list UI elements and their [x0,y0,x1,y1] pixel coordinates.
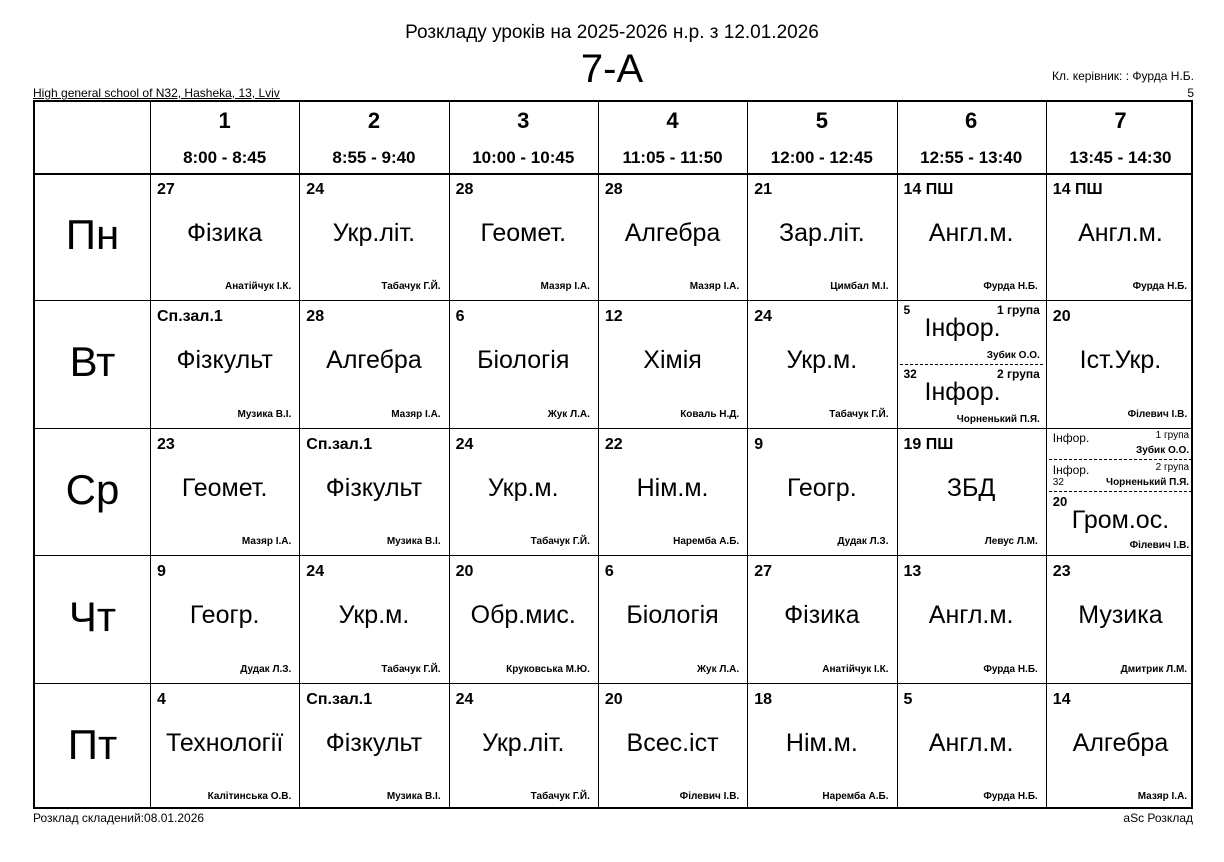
teacher-name: Жук Л.А. [697,663,740,675]
lesson-cell[interactable] [449,555,598,682]
subject-name: Нім.м. [636,473,709,502]
subject-name: Укр.м. [487,473,559,502]
group-label: 1 група [1155,429,1190,441]
lesson-cell[interactable] [897,173,1046,300]
teacher-name: Мазяр І.А. [540,281,590,293]
room-number: 32 [903,367,917,382]
subject-name: Фізика [186,219,263,247]
period-time: 8:55 - 9:40 [332,148,416,167]
group-lesson[interactable] [897,300,1046,364]
room-number: 23 [157,435,175,453]
room-number: 19 ПШ [903,435,954,453]
lesson-cell[interactable] [747,300,896,427]
room-number: 32 [1052,476,1064,488]
subject-name: Всес.іст [626,728,719,757]
lesson-cell[interactable] [449,428,598,555]
teacher-name: Дудак Л.З. [240,663,292,675]
room-number: 24 [306,563,325,581]
teacher-name: Табачук Г.Й. [381,281,441,293]
teacher-name: Музика В.І. [237,408,292,420]
lesson-cell[interactable] [598,683,747,810]
subject-name: Алгебра [326,346,422,375]
teacher-name: Анатійчук І.К. [225,281,292,293]
day-label: Чт [68,593,117,641]
teacher-name: Філевич І.В. [1127,408,1188,420]
day-label: Ср [65,465,120,513]
day-label: Пн [65,211,120,258]
lesson-cell[interactable] [150,173,299,300]
subject-name: Геомет. [480,219,567,247]
period-number: 3 [517,108,530,133]
teacher-name: Наремба А.Б. [822,790,889,802]
class-name: 7-А [580,47,644,91]
subject-name: Інфор. [924,378,1001,407]
subject-name: Укр.м. [786,346,858,375]
period-number: 7 [1114,108,1127,133]
subject-name: Інфор. [1052,430,1090,445]
subject-name: Фізкульт [176,346,273,375]
room-number: 20 [455,563,474,581]
lesson-cell[interactable] [897,683,1046,810]
lesson-cell[interactable] [1046,300,1195,427]
period-header [449,102,598,174]
lesson-cell[interactable] [598,555,747,682]
group-label: 1 група [997,303,1040,318]
subject-name: Фізика [784,601,860,630]
lesson-cell[interactable] [150,428,299,555]
teacher-name: Коваль Н.Д. [680,408,740,420]
period-time: 8:00 - 8:45 [183,148,267,167]
lesson-cell[interactable] [299,173,448,300]
room-number: 24 [306,181,325,198]
period-time: 11:05 - 11:50 [622,148,723,167]
period-header [150,102,299,174]
teacher-name: Фурда Н.Б. [983,663,1038,675]
lesson-cell[interactable] [747,428,896,555]
period-header [747,102,896,174]
room-number: 24 [455,435,474,453]
room-number: 28 [604,181,623,198]
subject-name: Укр.м. [338,601,410,630]
period-number: 1 [218,108,231,133]
group-label: 2 група [1155,461,1190,473]
teacher-name: Мазяр І.А. [391,408,441,420]
room-number: Сп.зал.1 [306,435,373,453]
subject-name: ЗБД [946,473,996,502]
room-number: 18 [754,690,772,708]
teacher-name: Цимбал М.І. [830,281,889,293]
teacher-name: Табачук Г.Й. [381,663,441,675]
lesson-cell[interactable] [747,555,896,682]
subject-name: Англ.м. [928,601,1014,630]
teacher-name: Зубик О.О. [1136,444,1190,456]
period-number: 4 [666,108,679,133]
lesson-cell[interactable] [449,683,598,810]
period-number: 6 [965,108,978,133]
subject-name: Геогр. [189,601,260,630]
lesson-cell[interactable] [449,300,598,427]
room-number: 5 [903,690,913,708]
period-time: 13:45 - 14:30 [1069,148,1172,167]
room-number: 27 [754,563,772,581]
subject-name: Фізкульт [325,473,423,502]
teacher-name: Табачук Г.Й. [530,790,590,802]
room-number: 12 [604,308,623,326]
group-lesson[interactable] [1046,460,1195,491]
subject-name: Гром.ос. [1071,505,1170,534]
period-time: 12:55 - 13:40 [920,148,1023,167]
teacher-name: Музика В.І. [386,790,441,802]
room-number: 28 [306,308,325,326]
lesson-cell[interactable] [150,300,299,427]
teacher-name: Калітинська О.В. [207,790,292,802]
teacher-name: Зубик О.О. [986,350,1040,362]
day-label: Пт [67,720,118,768]
subject-name: Геогр. [787,473,857,502]
teacher-name: Фурда Н.Б. [983,281,1038,293]
room-number: Сп.зал.1 [157,308,223,326]
subject-name: Англ.м. [1078,219,1163,247]
room-number: 24 [754,308,772,326]
lesson-cell[interactable] [1046,683,1195,810]
room-number: Сп.зал.1 [306,690,373,708]
room-number: 22 [604,435,623,453]
room-number: 23 [1052,563,1071,581]
teacher-name: Фурда Н.Б. [1132,281,1188,293]
schedule-title: Розкладу уроків на 2025-2026 н.р. з 12.01.2026 [405,22,819,43]
lesson-cell[interactable] [897,300,1046,427]
subject-name: Музика [1078,601,1163,630]
period-header [897,102,1046,174]
subject-name: Укр.літ. [332,219,416,247]
teacher-name: Музика В.І. [386,536,441,548]
teacher-name: Дмитрик Л.М. [1120,663,1188,675]
room-number: 6 [604,563,614,581]
teacher-name: Табачук Г.Й. [530,536,590,548]
period-number: 2 [367,108,381,133]
subject-name: Укр.літ. [482,728,565,757]
lesson-cell[interactable] [598,428,747,555]
subject-name: Біологія [626,601,719,630]
teacher-name: Фурда Н.Б. [983,790,1038,802]
lesson-cell[interactable] [598,173,747,300]
teacher-name: Філевич І.В. [1129,540,1190,552]
teacher-name: Філевич І.В. [679,790,740,802]
timetable-grid [33,100,1193,809]
room-number: 21 [754,181,772,198]
lesson-cell[interactable] [449,173,598,300]
teacher-name: Мазяр І.А. [1137,790,1188,802]
lesson-cell[interactable] [1046,555,1195,682]
lesson-cell[interactable] [299,300,448,427]
group-divider [900,364,1043,365]
lesson-cell[interactable] [299,683,448,810]
group-lesson[interactable] [897,364,1046,428]
teacher-name: Жук Л.А. [547,408,590,420]
main-lesson[interactable] [1046,492,1195,555]
subject-name: Інфор. [1052,462,1090,477]
teacher-name: Табачук Г.Й. [829,408,889,420]
software-name: aSc Розклад [1123,811,1193,825]
room-number: 20 [1052,308,1071,326]
period-header [598,102,747,174]
lesson-cell[interactable] [897,428,1046,555]
subject-name: Алгебра [624,219,721,247]
period-time: 12:00 - 12:45 [770,148,873,167]
subject-name: Геомет. [181,473,268,502]
teacher-name: Чорненький П.Я. [956,413,1040,425]
lesson-cell[interactable] [1046,428,1195,555]
day-label: Вт [69,338,116,386]
group-lesson[interactable] [1046,428,1195,459]
subject-name: Обр.мис. [470,601,576,630]
lesson-cell[interactable] [299,555,448,682]
room-number: 14 ПШ [1052,181,1103,198]
room-number: 4 [157,690,166,708]
lesson-cell[interactable] [598,300,747,427]
page-number: 5 [1187,86,1194,100]
subject-name: Нім.м. [785,728,858,757]
period-header [1046,102,1195,174]
period-number: 5 [815,108,828,133]
room-number: 20 [604,690,623,708]
room-number: 13 [903,563,922,581]
lesson-cell[interactable] [1046,173,1195,300]
lesson-cell[interactable] [747,683,896,810]
created-date: Розклад складений:08.01.2026 [33,811,205,825]
teacher-name: Анатійчук І.К. [822,663,889,675]
teacher-name: Круковська М.Ю. [506,663,590,675]
room-number: 9 [157,563,166,581]
lesson-cell[interactable] [150,683,299,810]
room-number: 14 ПШ [903,181,954,198]
teacher-name: Левус Л.М. [984,536,1038,548]
subject-name: Інфор. [924,314,1001,343]
subject-name: Іст.Укр. [1079,346,1162,375]
lesson-cell[interactable] [897,555,1046,682]
room-number: 6 [455,308,465,326]
subject-name: Технології [166,728,284,757]
class-teacher: Кл. керівник: : Фурда Н.Б. [1052,69,1194,83]
period-header [299,102,448,174]
room-number: 27 [157,181,175,198]
subject-name: Алгебра [1072,728,1169,757]
room-number: 9 [754,435,764,453]
room-number: 14 [1052,690,1071,708]
lesson-cell[interactable] [299,428,448,555]
subject-name: Зар.літ. [779,219,865,247]
room-number: 24 [455,690,474,708]
subject-name: Англ.м. [928,219,1014,247]
teacher-name: Чорненький П.Я. [1106,476,1190,488]
room-number: 20 [1052,493,1068,509]
group-label: 2 група [997,367,1040,382]
room-number: 28 [455,181,474,198]
lesson-cell[interactable] [747,173,896,300]
room-number: 5 [903,303,911,318]
school-name: High general school of N32, Hasheka, 13, Lviv [33,86,280,100]
teacher-name: Дудак Л.З. [837,536,889,548]
period-time: 10:00 - 10:45 [472,148,575,167]
teacher-name: Мазяр І.А. [689,281,740,293]
subject-name: Хімія [643,346,702,375]
subject-name: Біологія [477,346,570,375]
subject-name: Англ.м. [928,728,1014,757]
teacher-name: Мазяр І.А. [241,536,292,548]
subject-name: Фізкульт [325,728,423,757]
teacher-name: Наремба А.Б. [673,536,740,548]
lesson-cell[interactable] [150,555,299,682]
